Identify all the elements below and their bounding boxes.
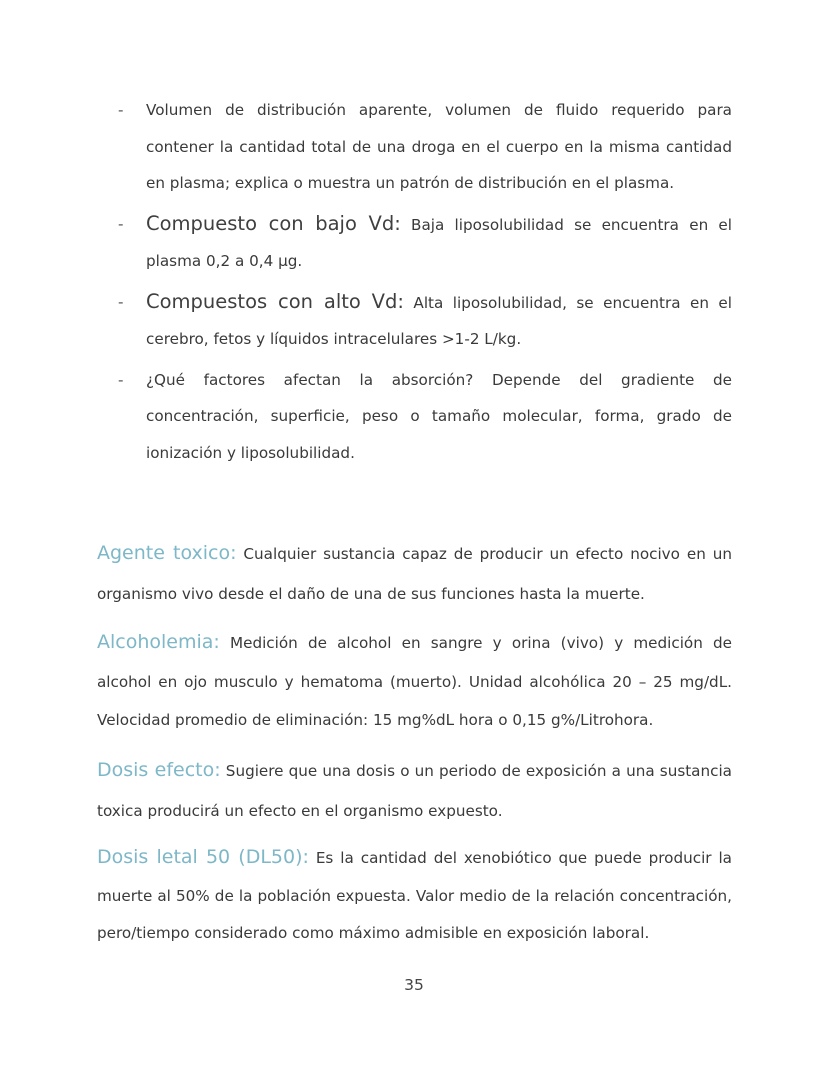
bullet-lead: Compuestos con alto Vd: bbox=[146, 289, 404, 313]
bullet-factores-absorcion bbox=[118, 362, 732, 472]
term-heading: Dosis efecto: bbox=[97, 759, 221, 782]
section-dosis-efecto bbox=[97, 750, 732, 831]
page-number: 35 bbox=[404, 976, 424, 994]
bullet-text: Alta liposolubilidad, se encuentra en el cerebro, fetos y líquidos intracelulares >1-2 L/kg. bbox=[146, 293, 733, 348]
term-heading: Dosis letal 50 (DL50): bbox=[97, 846, 309, 869]
bullet-bajo-vd bbox=[118, 206, 732, 280]
section-dosis-letal-50 bbox=[97, 839, 732, 953]
bullet-text: Volumen de distribución aparente, volumen de fluido requerido para contener la cantidad total de una droga en el cuerpo en la misma cantidad en plasma; explica o muestra un patrón de distribución en el plasma. bbox=[146, 101, 732, 192]
bullet-volumen-distribucion bbox=[118, 92, 732, 202]
bullet-text: ¿Qué factores afectan la absorción? Depende del gradiente de concentración, superficie, peso o tamaño molecular, forma, grado de ionización y liposolubilidad. bbox=[146, 370, 732, 462]
section-text: Sugiere que una dosis o un periodo de exposición a una sustancia toxica producirá un efecto en el organismo expuesto. bbox=[97, 762, 732, 821]
bullet-dash: - bbox=[118, 101, 124, 119]
section-text: Cualquier sustancia capaz de producir un efecto nocivo en un organismo vivo desde el daño de una de sus funciones hasta la muerte. bbox=[97, 545, 732, 604]
bullet-dash: - bbox=[118, 370, 124, 389]
section-agente-toxico bbox=[97, 533, 732, 614]
bullet-dash: - bbox=[118, 292, 124, 311]
bullet-text: Baja liposolubilidad se encuentra en el plasma 0,2 a 0,4 µg. bbox=[146, 215, 732, 270]
bullet-list bbox=[118, 92, 732, 471]
term-heading: Agente toxico: bbox=[97, 542, 237, 565]
bullet-lead: Compuesto con bajo Vd: bbox=[146, 211, 401, 235]
term-heading: Alcoholemia: bbox=[97, 631, 220, 654]
section-text: Es la cantidad del xenobiótico que puede producir la muerte al 50% de la población expuesta. Valor medio de la relación concentración, pero/tiempo considerado como máximo admisible en exposición laboral. bbox=[97, 849, 732, 943]
bullet-alto-vd bbox=[118, 284, 732, 358]
section-alcoholemia bbox=[97, 623, 732, 740]
section-text: Medición de alcohol en sangre y orina (vivo) y medición de alcohol en ojo musculo y hematoma (muerto). Unidad alcohólica 20 – 25 mg/dL. Velocidad promedio de eliminación: 15 mg%dL hora o 0,15 g%/Litrohora. bbox=[97, 634, 732, 730]
bullet-dash: - bbox=[118, 214, 124, 233]
